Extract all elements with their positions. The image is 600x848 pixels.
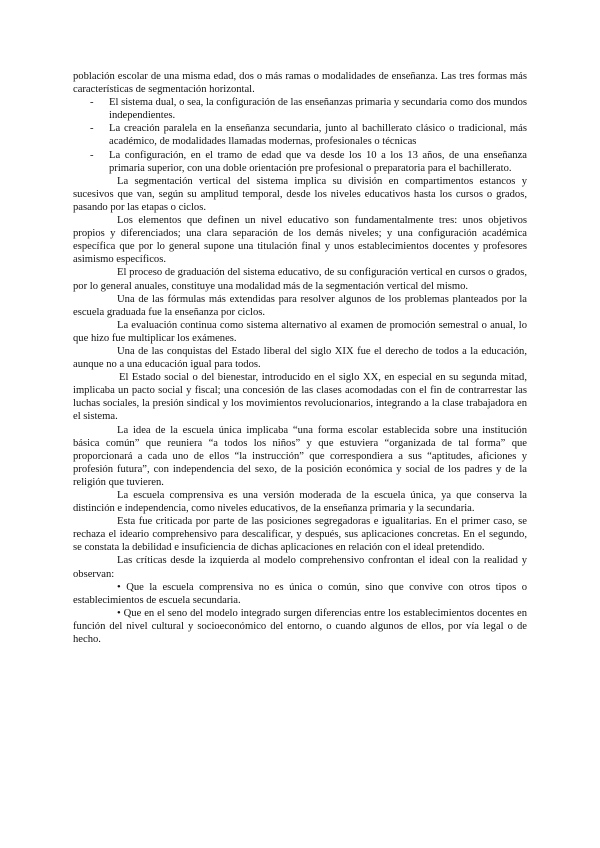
list-item: - La configuración, en el tramo de edad que va desde los 10 a los 13 años, de una enseñanza primaria superior, con una doble orientación pre profesional o preparatoria para el bachillerato. (73, 149, 527, 175)
paragraph: Las críticas desde la izquierda al modelo comprehensivo confrontan el ideal con la realidad y observan: (73, 555, 527, 580)
paragraph: Una de las conquistas del Estado liberal del siglo XIX fue el derecho de todos a la educación, aunque no a una educación igual para todos. (73, 345, 527, 371)
list-item: - El sistema dual, o sea, la configuración de las enseñanzas primaria y secundaria como dos mundos independientes. (73, 96, 527, 122)
paragraph: Una de las fórmulas más extendidas para resolver algunos de los problemas planteados por la escuela graduada fue la enseñanza por ciclos. (73, 293, 527, 318)
paragraph: La idea de la escuela única implicaba “una forma escolar establecida sobre una institución básica común” que reuniera “a todos los niños” y que estuviera “organizada de tal forma” que proporcionará a cada uno de ellos “la instrucción” que correspondiera a sus “aptitudes, aficiones y profesión futura”, con independencia del sexo, de la posición económica y social de los padres y de la religión que tuvieren. (73, 424, 527, 488)
paragraph: La escuela comprensiva es una versión moderada de la escuela única, ya que conserva la distinción e independencia, como niveles educativos, de la enseñanza primaria y la secundaria. (73, 490, 527, 515)
paragraph: La segmentación vertical del sistema implica su división en compartimentos estancos y sucesivos que van, según su amplitud temporal, desde los niveles educativos hasta los cursos o grados, pasando por las etapas o ciclos. (73, 175, 527, 213)
bullet-paragraph: • Que en el seno del modelo integrado surgen diferencias entre los establecimientos docentes en función del nivel cultural y socioeconómico del entorno, o cuando algunos de ellos, por vía legal o de hecho. (73, 607, 527, 646)
segmentation-list (73, 96, 527, 175)
paragraph: Esta fue criticada por parte de las posiciones segregadoras e igualitarias. En el primer caso, se rechaza el ideario comprehensivo para descalificar, y después, sus aplicaciones concretas. En el segundo, se constata la debilidad e insuficiencia de dichas aplicaciones en relación con el ideal pretendido. (73, 516, 527, 554)
paragraph: La evaluación continua como sistema alternativo al examen de promoción semestral o anual, lo que hizo fue multiplicar los exámenes. (73, 319, 527, 344)
paragraph: El Estado social o del bienestar, introducido en el siglo XX, en especial en su segunda mitad, implicaba un pacto social y fiscal; una concesión de las clases acomodadas con el fin de contrarrestar las luchas sociales, la presión sindical y los movimientos revolucionarios, integrando a la clase trabajadora en el sistema. (73, 372, 527, 423)
bullet-paragraph: • Que la escuela comprensiva no es única o común, sino que convive con otros tipos o establecimientos de escuela secundaria. (73, 581, 527, 606)
document-body (73, 70, 527, 646)
paragraph: El proceso de graduación del sistema educativo, de su configuración vertical en cursos o grados, por lo general anuales, constituye una modalidad más de la segmentación vertical del mismo. (73, 267, 527, 292)
intro-paragraph: población escolar de una misma edad, dos o más ramas o modalidades de enseñanza. Las tres formas más características de segmentación horizontal. (73, 71, 527, 96)
list-item: - La creación paralela en la enseñanza secundaria, junto al bachillerato clásico o tradicional, más académico, de modalidades llamadas modernas, profesionales o técnicas (73, 122, 527, 148)
paragraph: Los elementos que definen un nivel educativo son fundamentalmente tres: unos objetivos propios y diferenciados; una clara separación de los demás niveles; y una configuración académica específica que por lo general supone una titulación final y unos establecimientos docentes y profesores asimismo específicos. (73, 215, 527, 266)
